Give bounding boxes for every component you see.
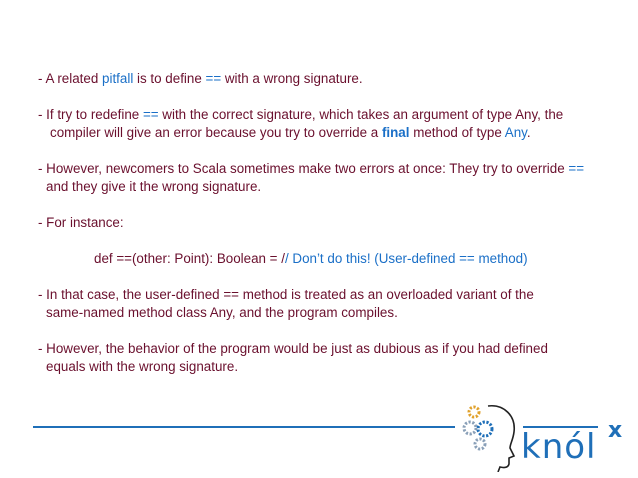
text-segment: method of type xyxy=(409,125,505,140)
line: - However, the behavior of the program would be just as dubious as if you had defined xyxy=(38,341,548,356)
paragraph-newcomers xyxy=(38,160,628,196)
text-segment: - If try to redefine xyxy=(38,107,143,122)
highlight-final: final xyxy=(381,125,410,140)
knolx-head-gears-icon xyxy=(458,402,522,472)
slide-body xyxy=(38,70,628,394)
knolx-logo-text: knól xyxy=(521,427,597,467)
highlight-operator: == xyxy=(142,107,159,122)
line xyxy=(38,124,628,142)
paragraph-dubious xyxy=(38,340,628,376)
paragraph-pitfall xyxy=(38,70,628,88)
code-text: def ==(other: Point): Boolean = / xyxy=(94,251,285,266)
knolx-logo-x: x xyxy=(608,418,623,443)
line: and they give it the wrong signature. xyxy=(46,179,262,194)
text-segment: - A related xyxy=(38,71,103,86)
highlight-operator: == xyxy=(205,71,222,86)
line xyxy=(38,106,628,124)
highlight-any: Any xyxy=(504,125,527,140)
code-example xyxy=(38,250,628,268)
text-segment: . xyxy=(526,125,531,140)
text-segment: - However, newcomers to Scala sometimes make two errors at once: They try to override xyxy=(38,161,569,176)
text-segment: with a wrong signature. xyxy=(221,71,363,86)
paragraph-overloaded xyxy=(38,286,628,322)
line: same-named method class Any, and the program compiles. xyxy=(46,305,398,320)
footer-divider-left xyxy=(33,426,455,428)
text-segment: compiler will give an error because you try to override a xyxy=(50,125,382,140)
highlight-pitfall: pitfall xyxy=(102,71,134,86)
line: - In that case, the user-defined == method is treated as an overloaded variant of the xyxy=(38,287,534,302)
line: equals with the wrong signature. xyxy=(46,359,239,374)
highlight-operator: == xyxy=(568,161,585,176)
line xyxy=(38,160,628,178)
paragraph-for-instance: - For instance: xyxy=(38,215,124,230)
text-segment: is to define xyxy=(133,71,206,86)
paragraph-redefine xyxy=(38,106,628,142)
code-comment: / Don’t do this! (User-defined == method) xyxy=(284,251,528,266)
text-segment: with the correct signature, which takes an argument of type Any, the xyxy=(158,107,564,122)
